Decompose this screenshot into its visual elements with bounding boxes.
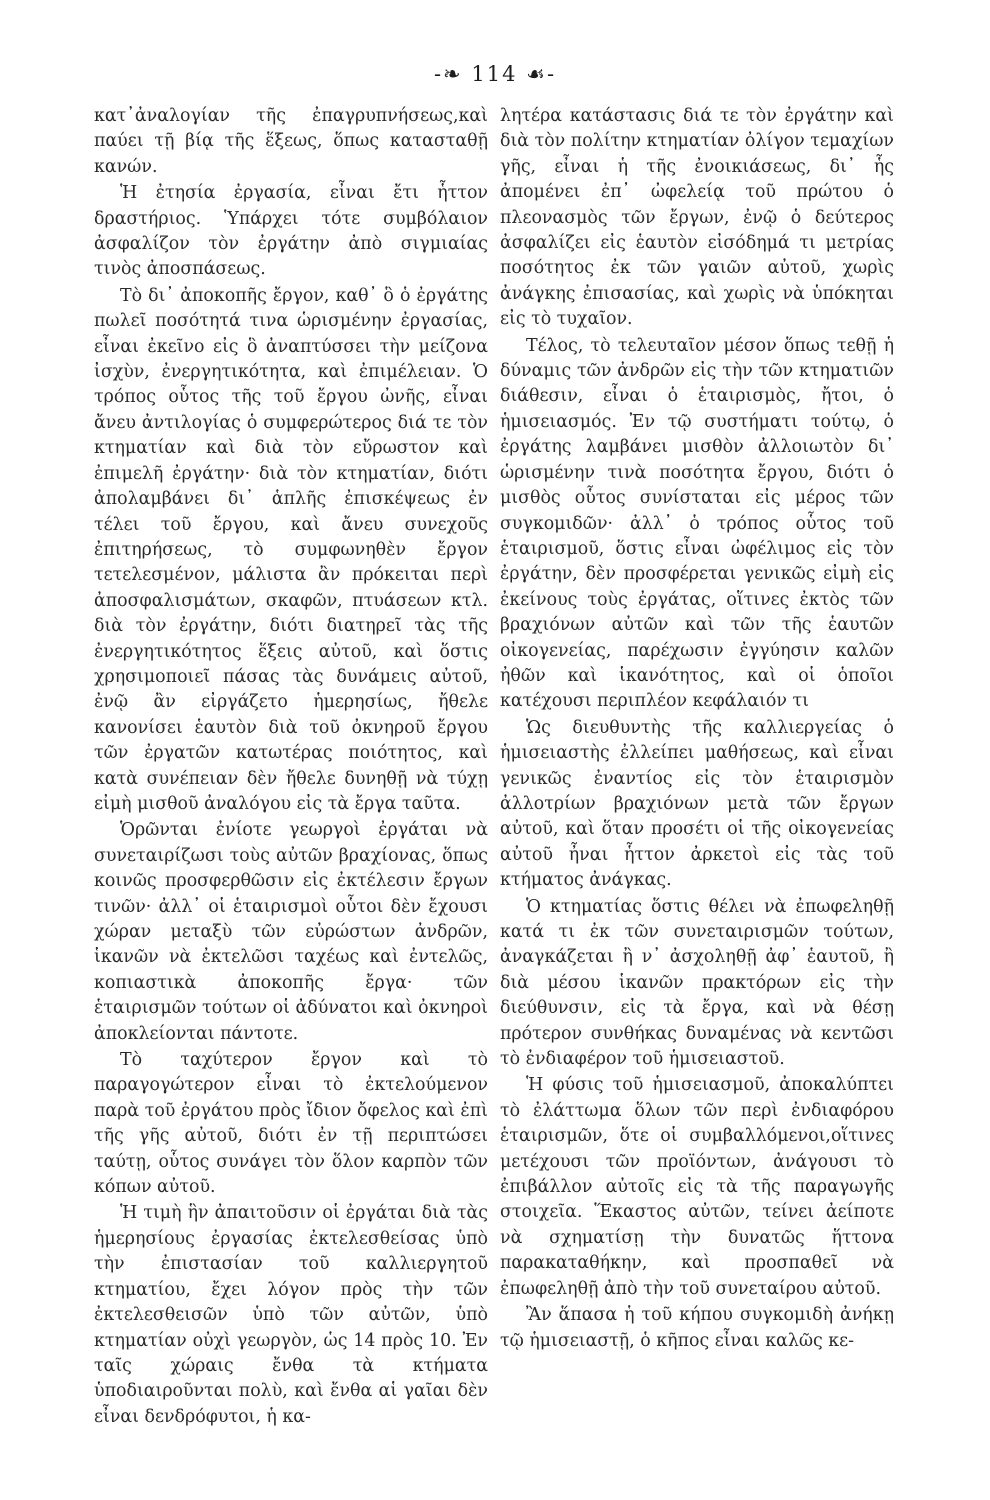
paragraph: Ἂν ἅπασα ἡ τοῦ κήπου συγκομιδὴ ἀνήκῃ τῷ ἡμισειαστῇ, ὁ κῆπος εἶναι καλῶς κε- <box>500 1305 894 1351</box>
right-column <box>500 104 894 1355</box>
paragraph: Ἡ τιμὴ ἣν ἀπαιτοῦσιν οἱ ἐργάται διὰ τὰς ἡμερησίους ἐργασίας ἐκτελεσθείσας ὑπὸ τὴν ἐπιστασίαν τοῦ καλλιεργητοῦ κτηματίου, ἔχει λόγον πρὸς τὴν τῶν ἐκτελεσθεισῶν ὑπὸ τῶν αὐτῶν, ὑπὸ κτηματίαν οὐχὶ γεωργὸν, ὡς 14 πρὸς 10. Ἐν ταῖς χώραις ἔνθα τὰ κτήματα ὑποδιαιροῦνται πολὺ, καὶ ἔνθα αἱ γαῖαι δὲν εἶναι δενδρόφυτοι, ἡ κα- <box>94 1203 488 1427</box>
paragraph: Ἡ ἐτησία ἐργασία, εἶναι ἔτι ἧττον δραστήριος. Ὑπάρχει τότε συμβόλαιον ἀσφαλίζον τὸν ἐργάτην ἀπὸ σιγμιαίας τινὸς ἀποσπάσεως. <box>94 183 488 280</box>
paragraph: λητέρα κατάστασις διά τε τὸν ἐργάτην καὶ διὰ τὸν πολίτην κτηματίαν ὀλίγον τεμαχίων γῆς, εἶναι ἡ τῆς ἐνοικιάσεως, δι᾽ ἧς ἀπομένει ἐπ᾽ ὠφελείᾳ τοῦ πρώτου ὁ πλεονασμὸς τῶν ἔργων, ἐνῷ ὁ δεύτερος ἀσφαλίζει εἰς ἑαυτὸν εἰσόδημά τι μετρίας ποσότητος ἐκ τῶν γαιῶν αὐτοῦ, χωρὶς ἀνάγκης ἐπισασίας, καὶ χωρὶς νὰ ὑπόκηται εἰς τὸ τυχαῖον. <box>500 106 894 330</box>
paragraph: Ὡς διευθυντὴς τῆς καλλιεργείας ὁ ἡμισειαστὴς ἐλλείπει μαθήσεως, καὶ εἶναι γενικῶς ἐναντίος εἰς τὸν ἑταιρισμὸν ἀλλοτρίων βραχιόνων μετὰ τῶν ἔργων αὐτοῦ, καὶ ὅταν προσέτι οἱ τῆς οἰκογενείας αὐτοῦ ἦναι ἧττον ἀρκετοὶ εἰς τὰς τοῦ κτήματος ἀνάγκας. <box>500 717 894 891</box>
page-number-ornament-right: ☙- <box>526 62 557 86</box>
page-number-value: 114 <box>471 62 518 86</box>
paragraph: Τὸ ταχύτερον ἔργον καὶ τὸ παραγογώτερον εἶναι τὸ ἐκτελούμενον παρὰ τοῦ ἐργάτου πρὸς ἴδιον ὄφελος καὶ ἐπὶ τῆς γῆς αὐτοῦ, διότι ἐν τῇ περιπτώσει ταύτῃ, οὗτος συνάγει τὸν ὅλον καρπὸν τῶν κόπων αὐτοῦ. <box>94 1050 488 1198</box>
left-column <box>94 104 488 1431</box>
page-number-ornament-left: -❧ <box>433 62 463 86</box>
paragraph: Τὸ δι᾽ ἀποκοπῆς ἔργον, καθ᾽ ὃ ὁ ἐργάτης πωλεῖ ποσότητά τινα ὡρισμένην ἐργασίας, εἶναι ἐκεῖνο εἰς ὃ ἀναπτύσσει τὴν μείζονα ἰσχὺν, ἐνεργητικότητα, καὶ ἐπιμέλειαν. Ὁ τρόπος οὗτος τῆς τοῦ ἔργου ὠνῆς, εἶναι ἄνευ ἀντιλογίας ὁ συμφερώτερος διά τε τὸν κτηματίαν καὶ διὰ τὸν εὔρωστον καὶ ἐπιμελῆ ἐργάτην· διὰ τὸν κτηματίαν, διότι ἀπολαμβάνει δι᾽ ἁπλῆς ἐπισκέψεως ἐν τέλει τοῦ ἔργου, καὶ ἄνευ συνεχοῦς ἐπιτηρήσεως, τὸ συμφωνηθὲν ἔργον τετελεσμένον, μάλιστα ἂν πρόκειται περὶ ἀποσφαλισμάτων, σκαφῶν, πτυάσεων κτλ. διὰ τὸν ἐργάτην, διότι διατηρεῖ τὰς τῆς ἐνεργητικότητος ἕξεις αὐτοῦ, καὶ ὅστις χρησιμοποιεῖ πάσας τὰς δυνάμεις αὐτοῦ, ἐνῷ ἂν εἰργάζετο ἡμερησίως, ἤθελε κανονίσει ἑαυτὸν διὰ τοῦ ὀκνηροῦ ἔργου τῶν ἐργατῶν κατωτέρας ποιότητος, καὶ κατὰ συνέπειαν δὲν ἤθελε δυνηθῇ νὰ τύχῃ εἰμὴ μισθοῦ ἀναλόγου εἰς τὰ ἔργα ταῦτα. <box>94 285 488 814</box>
page-number <box>0 62 990 86</box>
paragraph: κατ᾽ἀναλογίαν τῆς ἐπαγρυπνήσεως,καὶ παύει τῇ βίᾳ τῆς ἕξεως, ὅπως κατασταθῇ κανών. <box>94 106 488 177</box>
paragraph: Ὁ κτηματίας ὅστις θέλει νὰ ἐπωφεληθῇ κατά τι ἐκ τῶν συνεταιρισμῶν τούτων, ἀναγκάζεται ἢ ν᾽ ἀσχοληθῇ ἀφ᾽ ἑαυτοῦ, ἢ διὰ μέσου ἱκανῶν πρακτόρων εἰς τὴν διεύθυνσιν, εἰς τὰ ἔργα, καὶ νὰ θέσῃ πρότερον συνθήκας δυναμένας νὰ κεντῶσι τὸ ἐνδιαφέρον τοῦ ἡμισειαστοῦ. <box>500 896 894 1070</box>
paragraph: Τέλος, τὸ τελευταῖον μέσον ὅπως τεθῇ ἡ δύναμις τῶν ἀνδρῶν εἰς τὴν τῶν κτηματιῶν διάθεσιν, εἶναι ὁ ἑταιρισμὸς, ἤτοι, ὁ ἡμισειασμός. Ἐν τῷ συστήματι τούτῳ, ὁ ἐργάτης λαμβάνει μισθὸν ἀλλοιωτὸν δι᾽ ὡρισμένην τινὰ ποσότητα ἔργου, διότι ὁ μισθὸς οὗτος συνίσταται εἰς μέρος τῶν συγκομιδῶν· ἀλλ᾽ ὁ τρόπος οὗτος τοῦ ἑταιρισμοῦ, ὅστις εἶναι ὠφέλιμος εἰς τὸν ἐργάτην, δὲν προσφέρεται γενικῶς εἰμὴ εἰς ἐκείνους τοὺς ἐργάτας, οἵτινες ἐκτὸς τῶν βραχιόνων αὐτῶν καὶ τῶν τῆς ἑαυτῶν οἰκογενείας, παρέχωσιν ἐγγύησιν καλῶν ἠθῶν καὶ ἱκανότητος, καὶ οἱ ὁποῖοι κατέχουσι περιπλέον κεφάλαιόν τι <box>500 335 894 712</box>
paragraph: Ὁρῶνται ἐνίοτε γεωργοὶ ἐργάται νὰ συνεταιρίζωσι τοὺς αὐτῶν βραχίονας, ὅπως κοινῶς προσφερθῶσιν εἰς ἐκτέλεσιν ἔργων τινῶν· ἀλλ᾽ οἱ ἑταιρισμοὶ οὗτοι δὲν ἔχουσι χώραν μεταξὺ τῶν εὐρώστων ἀνδρῶν, ἱκανῶν νὰ ἐκτελῶσι ταχέως καὶ ἐντελῶς, κοπιαστικὰ ἀποκοπῆς ἔργα· τῶν ἑταιρισμῶν τούτων οἱ ἀδύνατοι καὶ ὀκνηροὶ ἀποκλείονται πάντοτε. <box>94 820 488 1044</box>
paragraph: Ἡ φύσις τοῦ ἡμισειασμοῦ, ἀποκαλύπτει τὸ ἐλάττωμα ὅλων τῶν περὶ ἐνδιαφόρου ἑταιρισμῶν, ὅτε οἱ συμβαλλόμενοι,οἵτινες μετέχουσι τῶν προϊόντων, ἀνάγουσι τὸ ἐπιβάλλον αὐτοῖς εἰς τὰ τῆς παραγωγῆς στοιχεῖα. Ἕκαστος αὐτῶν, τείνει ἀείποτε νὰ σχηματίσῃ τὴν δυνατῶς ἥττονα παρακαταθήκην, καὶ προσπαθεῖ νὰ ἐπωφεληθῇ ἀπὸ τὴν τοῦ συνεταίρου αὐτοῦ. <box>500 1075 894 1299</box>
